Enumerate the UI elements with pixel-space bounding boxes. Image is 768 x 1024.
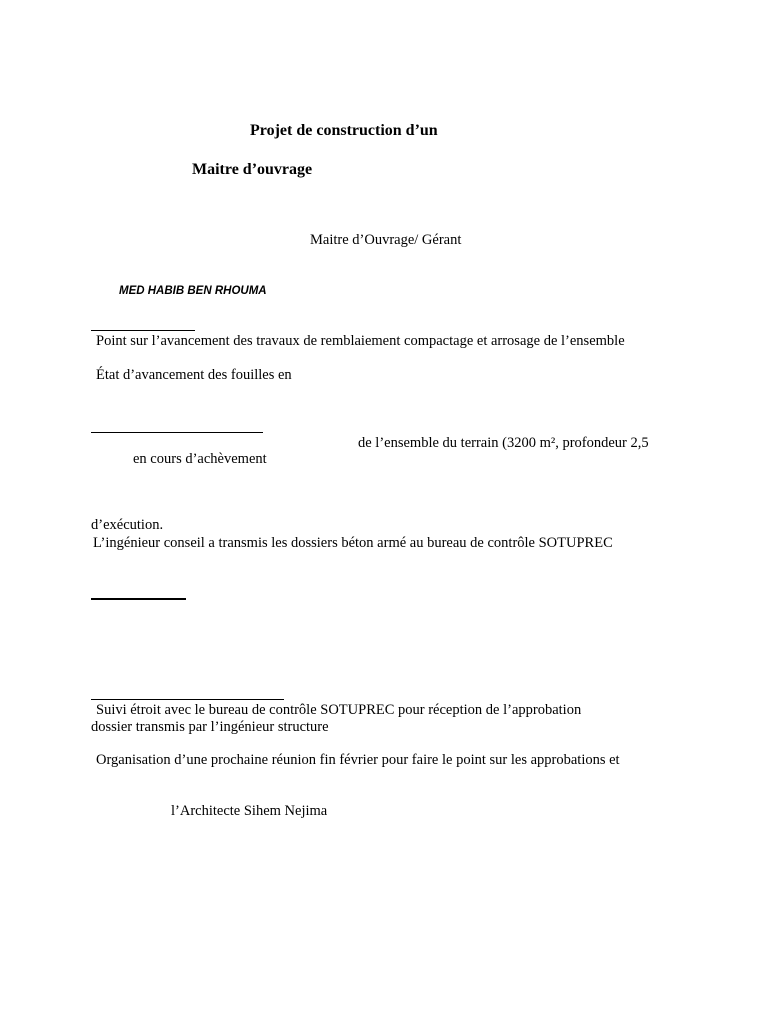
document-title-line-2: Maitre d’ouvrage (192, 161, 313, 178)
paragraph-dossier: dossier transmis par l’ingénieur structure (91, 719, 329, 735)
underline-rule (91, 699, 284, 700)
role-label: Maitre d’Ouvrage/ Gérant (310, 232, 462, 248)
paragraph-reunion: Organisation d’une prochaine réunion fin février pour faire le point sur les approbations et (96, 752, 620, 768)
underline-rule (91, 330, 195, 331)
document-title-line-1: Projet de construction d’un (250, 122, 438, 139)
paragraph-suivi: Suivi étroit avec le bureau de contrôle SOTUPREC pour réception de l’approbation (96, 702, 582, 718)
paragraph-execution: d’exécution. (91, 517, 164, 533)
paragraph-terrain: de l’ensemble du terrain (3200 m², profondeur 2,5 (358, 435, 649, 451)
paragraph-remblaiement: Point sur l’avancement des travaux de remblaiement compactage et arrosage de l’ensemble (96, 333, 625, 349)
paragraph-fouilles: État d’avancement des fouilles en (96, 367, 292, 383)
person-name: MED HABIB BEN RHOUMA (119, 285, 267, 297)
underline-rule (91, 598, 186, 600)
paragraph-ingenieur-conseil: L’ingénieur conseil a transmis les dossiers béton armé au bureau de contrôle SOTUPREC (93, 535, 613, 551)
underline-rule (91, 432, 263, 433)
paragraph-architecte: l’Architecte Sihem Nejima (171, 803, 328, 819)
paragraph-achevement: en cours d’achèvement (133, 451, 267, 467)
